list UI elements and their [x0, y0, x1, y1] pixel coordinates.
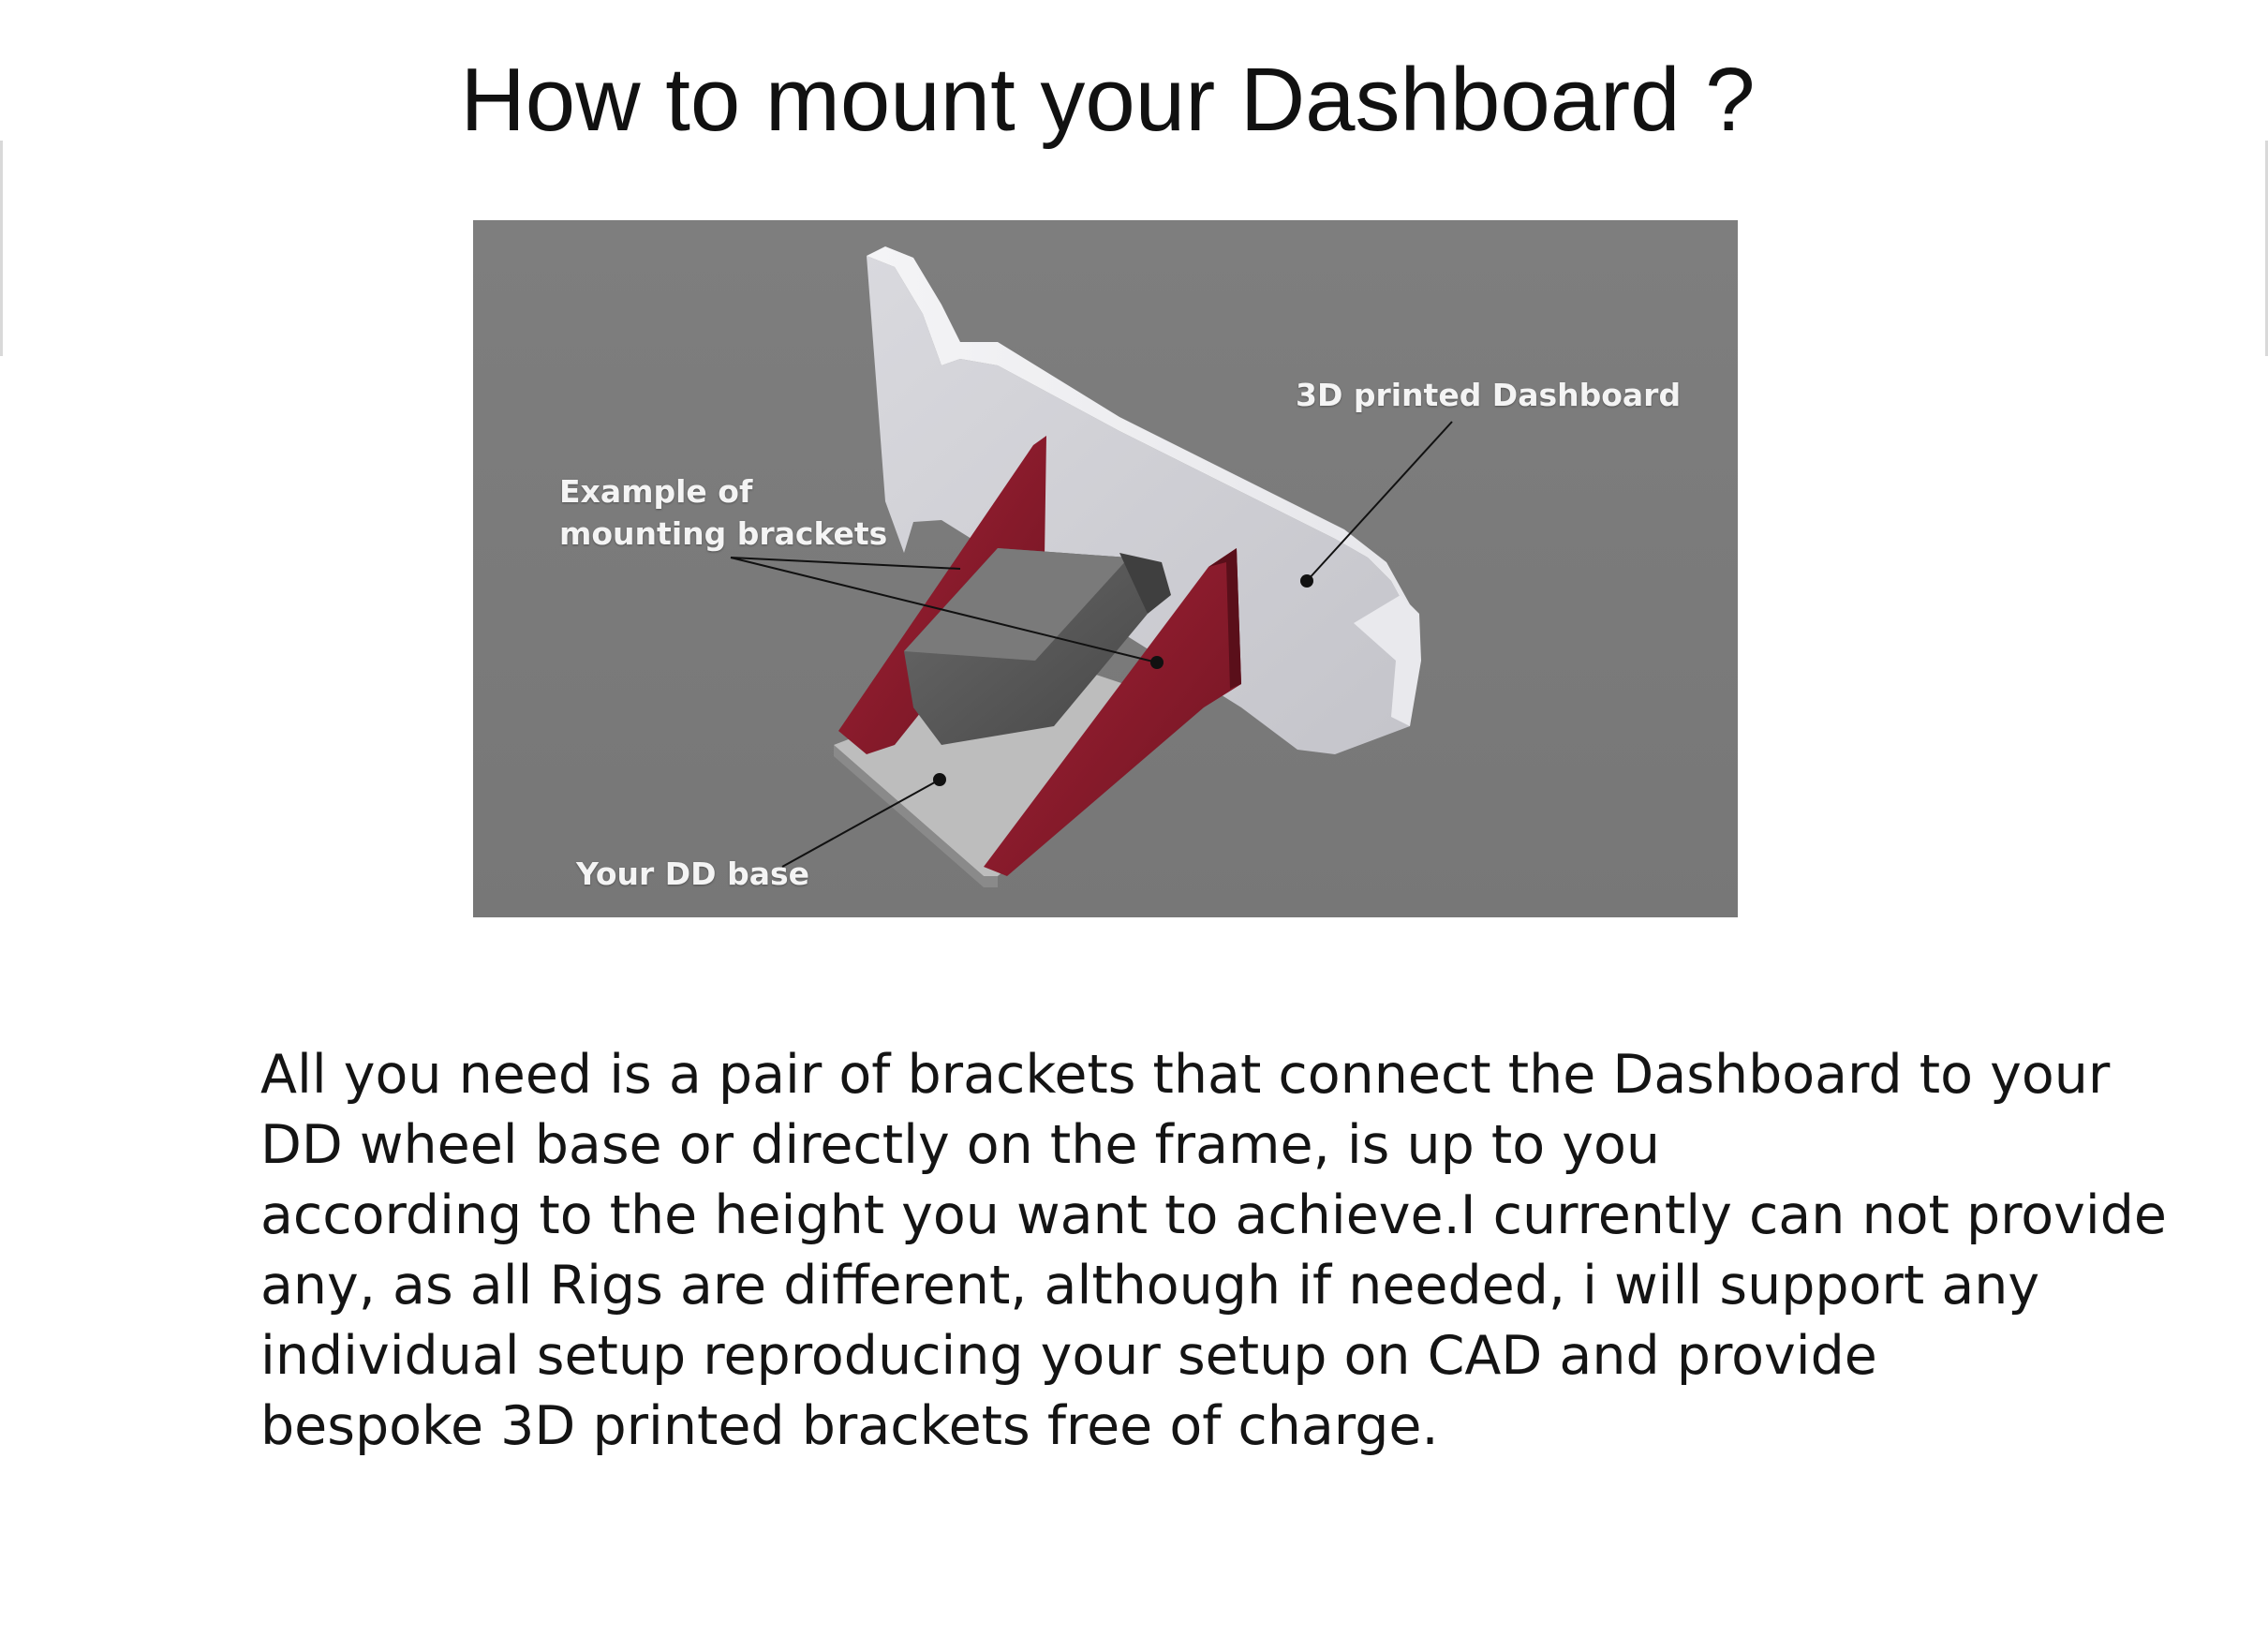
callout-brackets-line1: Example of	[559, 473, 753, 510]
callout-brackets	[559, 471, 953, 555]
leader-dot-dashboard	[1300, 574, 1313, 588]
callout-base: Your DD base	[576, 856, 809, 892]
leader-dot-base	[933, 773, 946, 786]
mounting-diagram-svg	[473, 220, 1738, 917]
page-title: How to mount your Dashboard ?	[460, 50, 1756, 150]
leader-dot-bracket	[1150, 656, 1164, 669]
description-line: bespoke 3D printed brackets free of charge.	[260, 1395, 1439, 1457]
description-line: individual setup reproducing your setup on CAD and provide	[260, 1325, 1877, 1387]
callout-brackets-line2: mounting brackets	[559, 514, 888, 552]
description-line: DD wheel base or directly on the frame, is up to you	[260, 1114, 1660, 1176]
description-text	[260, 1040, 2246, 1462]
description-line: according to the height you want to achieve.I currently can not provide	[260, 1184, 2167, 1246]
callout-dashboard: 3D printed Dashboard	[1296, 377, 1682, 413]
left-edge-mark	[0, 141, 3, 356]
mounting-illustration	[473, 220, 1738, 917]
description-line: any, as all Rigs are different, although if needed, i will support any	[260, 1255, 2040, 1317]
description-line: All you need is a pair of brackets that connect the Dashboard to your	[260, 1044, 2111, 1106]
